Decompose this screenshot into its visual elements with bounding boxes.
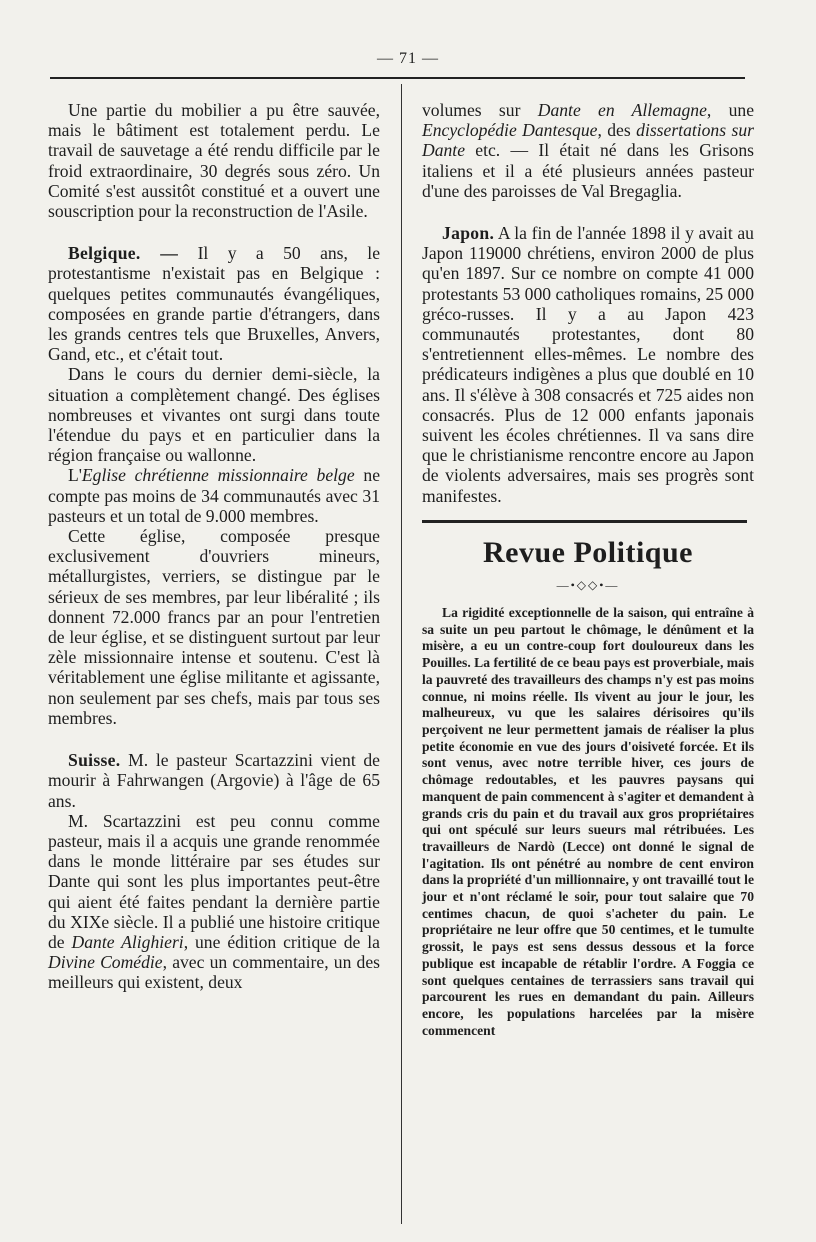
- ornament-divider: —•◇◇•—: [556, 577, 620, 592]
- suisse-p2-italic-2: Divine Comédie: [48, 952, 163, 973]
- suisse-heading: Suisse.: [68, 750, 121, 771]
- right-column: [422, 100, 754, 1039]
- asile-paragraph: Une partie du mobilier a pu être sauvée, mais le bâtiment est totalement perdu. Le travail de sauvetage a été rendu difficile par le froid extraordinaire, 30 degrés sous zéro. Un Comité s'est aussitôt constitué et a ouvert une souscription pour la reconstruction de l'Asile.: [48, 100, 380, 222]
- suisse-p2-b: , une édition critique de la: [183, 931, 380, 952]
- belgique-text-1: Il y a 50 ans, le protestantisme n'existait pas en Belgique : quelques petites communautés évangéliques, composées en grande partie d'étrangers, dans les grands centres tels que Bruxelles, Anvers, Gand, etc., et c'était tout.: [48, 243, 380, 365]
- belgique-paragraph-3: [48, 465, 380, 526]
- suisse-cont-a: volumes sur: [422, 100, 538, 120]
- revue-rule: [422, 520, 747, 523]
- suisse-section: [48, 750, 380, 992]
- belgique-section: [48, 243, 380, 728]
- japon-paragraph: [422, 223, 754, 506]
- revue-body: La rigidité exceptionnelle de la saison, qui entraîne à sa suite un peu partout le chômage, le dénûment et la misère, a eu un contre-coup fort douloureux dans les Pouilles. La fertilité de ce beau pays est proverbiale, mais la pauvreté des travailleurs des champs n'y est pas moins connue, ni moins réelle. Ils vivent au jour le jour, les malheureux, vu que les salaires dérisoires qu'ils perçoivent ne leur permettent jamais de réaliser la plus petite économie en vue des jours d'oisiveté forcée. Et ils sont venus, avec notre terrible hiver, ces jours de chômage redoutables, et les pauvres paysans qui manquent de pain commencent à s'agiter et demandent à grands cris du pain et du travail aux gros propriétaires qui ont spéculé sur leurs sueurs mal rétribuées. Les travailleurs de Nardò (Lecce) ont donné le signal de l'agitation. Ils ont pénétré au nombre de cent environ dans la propriété d'un millionnaire, y ont travaillé tout le jour et n'ont réclamé le soir, pour tout salaire que 70 centimes chacun, de quoi s'acheter du pain. Le propriétaire ne leur offre que 50 centimes, et le tumulte grossit, le pays est sens dessus dessous et la force publique est incapable de rétablir l'ordre. A Foggia ce sont quelques centaines de terrassiers sans travail qui parcourent les rues en demandant du pain. Ailleurs encore, les populations harcelées par la misère commencent: [422, 605, 754, 1038]
- suisse-cont-italic-1: Dante en Allemagne: [537, 100, 707, 120]
- suisse-paragraph-2: [48, 811, 380, 993]
- belgique-paragraph-2: Dans le cours du dernier demi-siècle, la situation a complètement changé. Des églises nombreuses et vivantes ont surgi dans toute l'étendue du pays et en particulier dans la région française ou wallonne.: [48, 364, 380, 466]
- suisse-p2-c: , avec un commentaire, un des meilleurs qui existent, deux: [48, 952, 380, 993]
- suisse-cont-italic-3: dissertations sur Dante: [422, 120, 754, 161]
- suisse-cont-b: , une: [706, 100, 754, 120]
- revue-title: Revue Politique: [483, 535, 693, 569]
- japon-heading: Japon.: [442, 223, 495, 244]
- suisse-p2-a: M. Scartazzini est peu connu comme pasteur, mais il a acquis une grande renommée dans le monde littéraire par ses études sur Dante qui sont les plus importantes peut-être qui aient été faites pendant la dernière partie du XIXe siècle. Il a publié une histoire critique de: [48, 810, 380, 952]
- belgique-p3-italic: Eglise chrétienne missionnaire belge: [81, 465, 355, 486]
- belgique-paragraph-4: Cette église, composée presque exclusivement d'ouvriers mineurs, métallurgistes, verriers, se distingue par le sérieux de ses membres, par leur libéralité ; ils donnent 72.000 francs par an pour l'entretien de leur église, et se distinguent surtout par leur zèle missionnaire intense et soutenu. C'est là véritablement une église militante et agissante, non seulement par ses chefs, mais par tous ses membres.: [48, 526, 380, 728]
- suisse-p2-italic-1: Dante Alighieri: [71, 931, 184, 952]
- belgique-paragraph-1: [48, 243, 380, 364]
- header-rule: [50, 77, 745, 79]
- belgique-p3-rest: ne compte pas moins de 34 communautés avec 31 pasteurs et un total de 9.000 membres.: [48, 465, 380, 526]
- suisse-continuation: [422, 100, 754, 201]
- suisse-cont-italic-2: Encyclopédie Dantesque: [422, 120, 598, 141]
- japon-text: A la fin de l'année 1898 il y avait au Japon 119000 chrétiens, environ 2000 de plus qu'en 1897. Sur ce nombre on compte 41 000 protestants 53 000 catholiques romains, 25 000 gréco-russes. Il y a au Japon 423 communautés protestantes, dont 80 s'entretiennent elles-mêmes. Le nombre des prédicateurs indigènes a plus que doublé en 10 ans. Il s'élève à 308 consacrés et 725 aides non consacrés. Plus de 12 000 enfants japonais suivent les écoles chrétiennes. Il va sans dire que le christianisme rencontre encore au Japon de violents adversaires, mais ses progrès sont manifestes.: [422, 223, 754, 506]
- suisse-cont-d: etc. — Il était né dans les Grisons italiens et il a été plusieurs années pasteur d'une des paroisses de Val Bregaglia.: [422, 140, 754, 201]
- suisse-paragraph-1: [48, 750, 380, 811]
- column-divider: [401, 84, 402, 1224]
- belgique-p3-lead: L': [68, 465, 82, 486]
- suisse-cont-c: , des: [597, 120, 637, 141]
- page-number: — 71 —: [377, 50, 439, 67]
- suisse-text-1: M. le pasteur Scartazzini vient de mourir à Fahrwangen (Argovie) à l'âge de 65 ans.: [48, 750, 380, 811]
- japon-section: [422, 223, 754, 506]
- left-column: [48, 100, 380, 993]
- belgique-heading: Belgique. —: [68, 243, 179, 264]
